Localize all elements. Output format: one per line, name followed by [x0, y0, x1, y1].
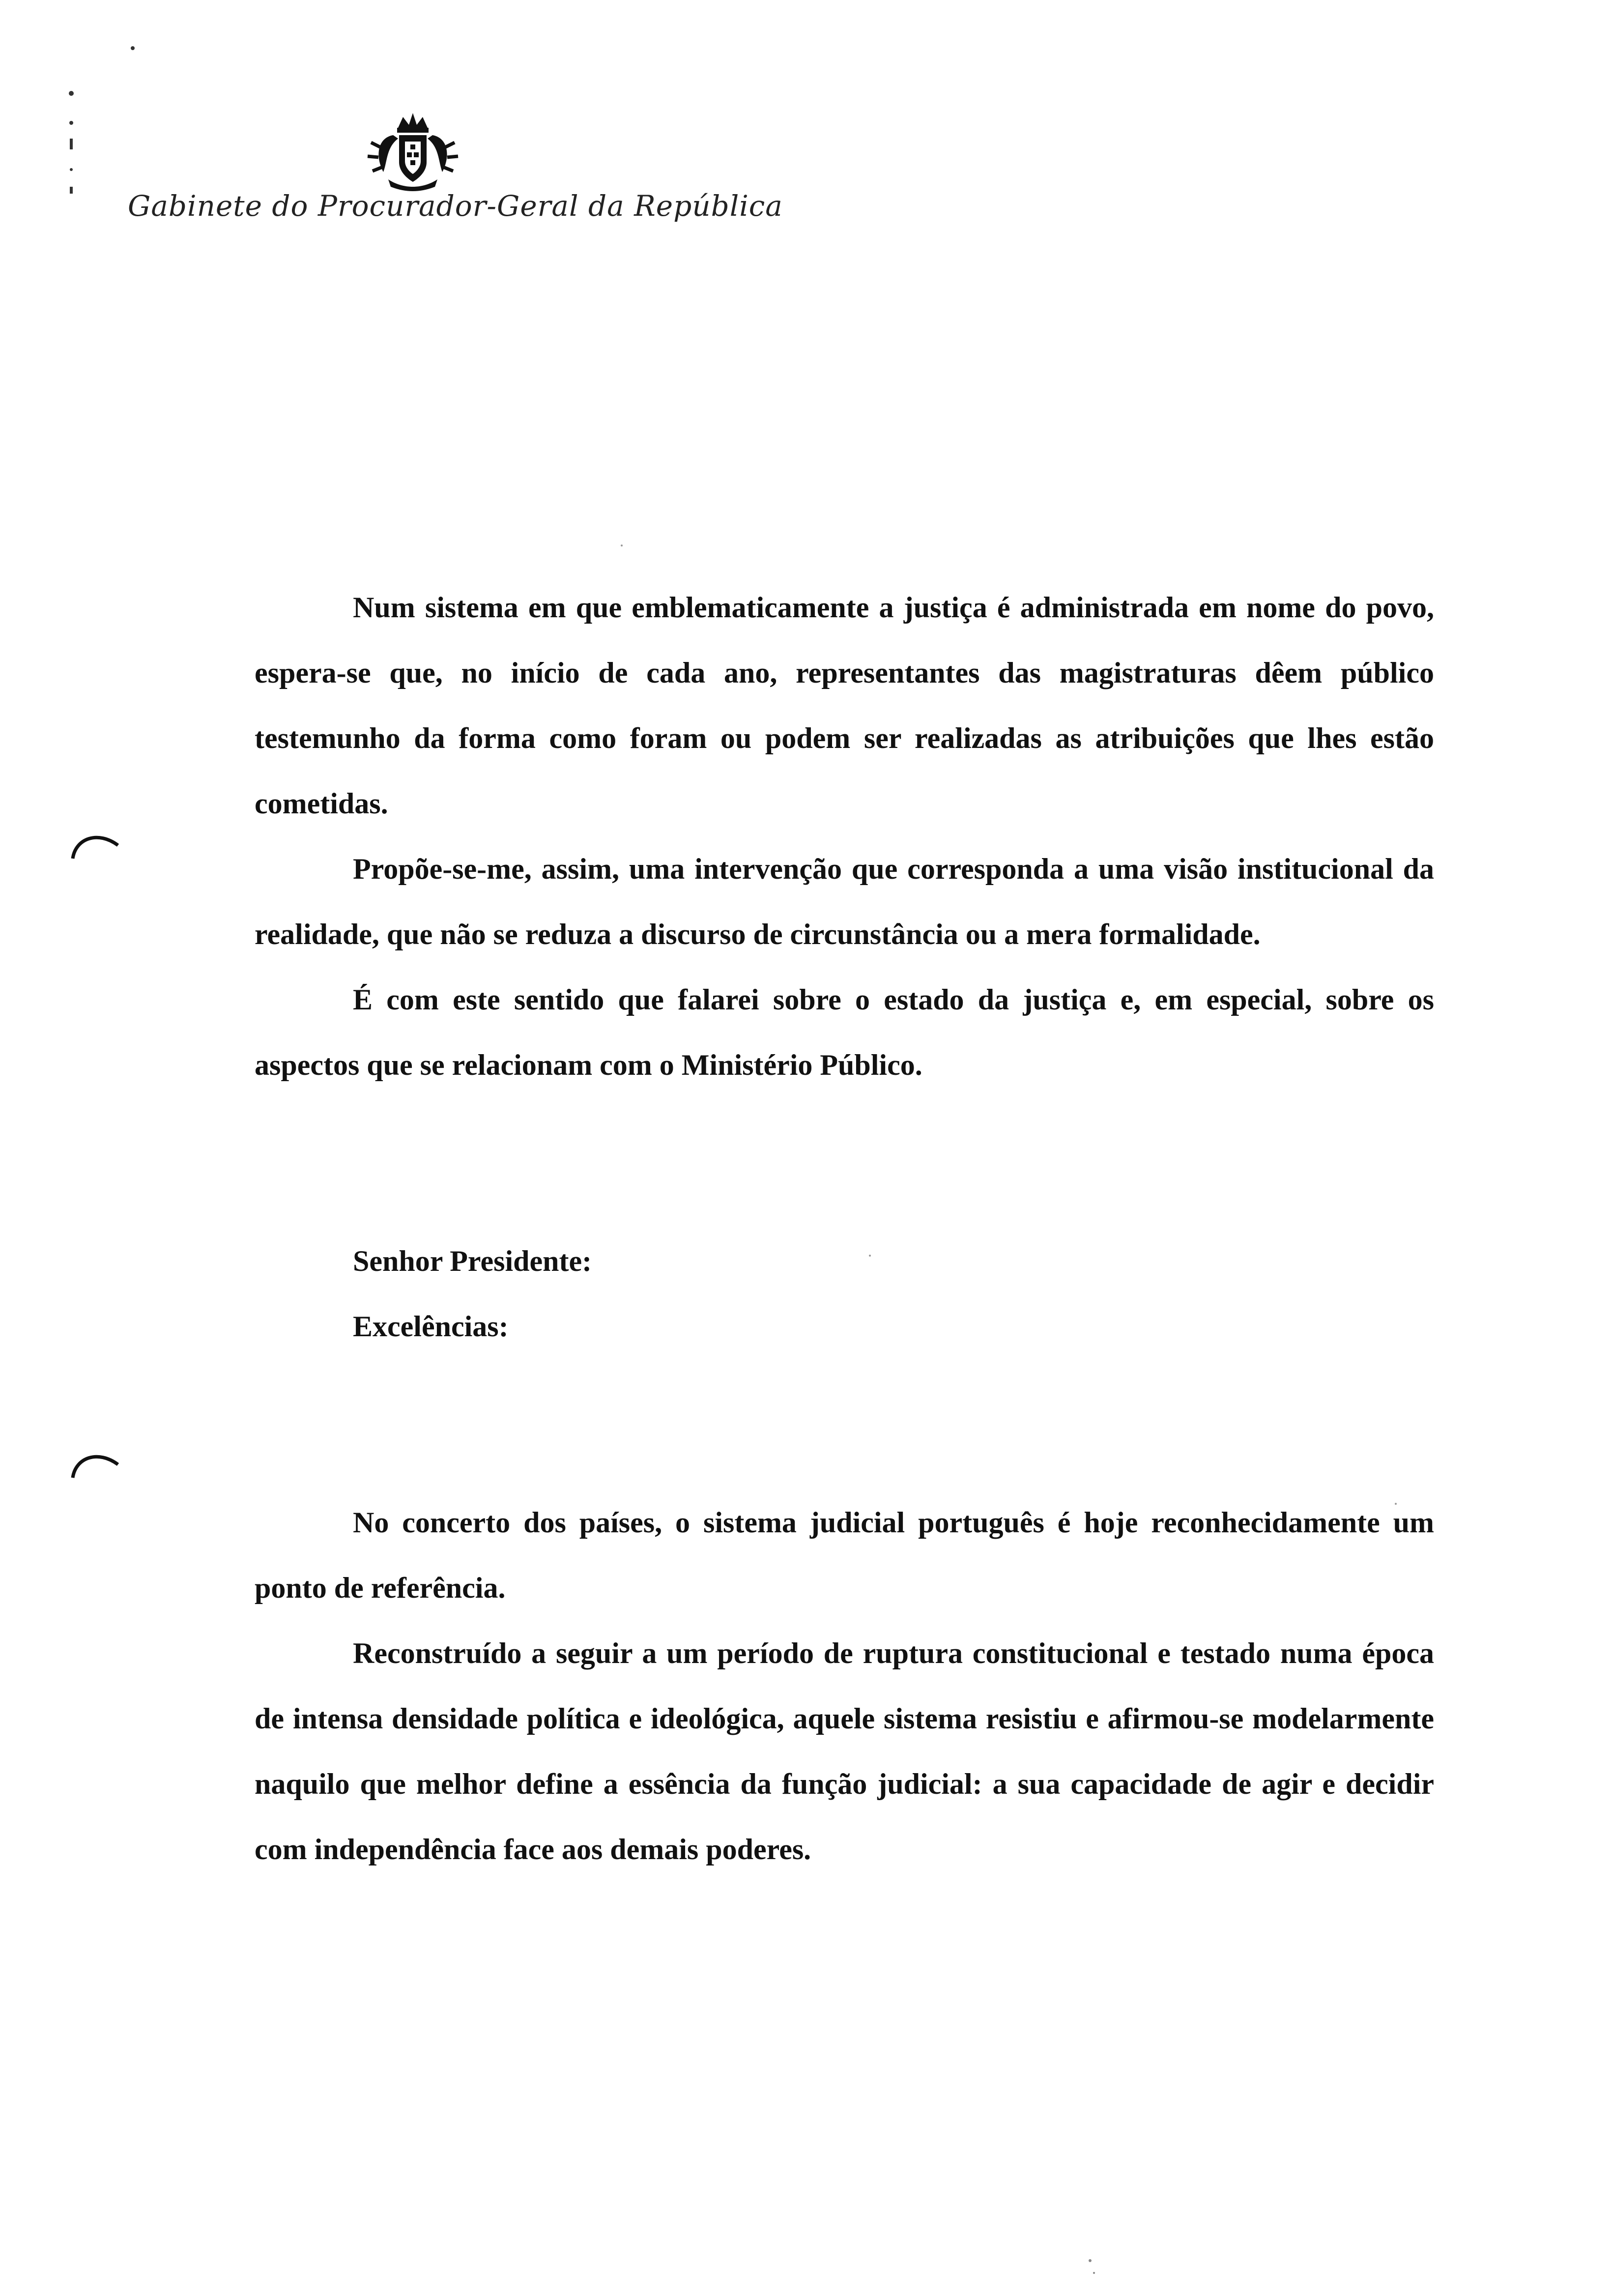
spacer	[255, 1098, 1434, 1229]
paragraph: Reconstruído a seguir a um período de ruptura constitucional e testado numa época de intensa densidade política e ideológica, aquele sistema resistiu e afirmou-se modelarmente naquilo que melhor define a essência da função judicial: a sua capacidade de agir e decidir com independência face aos demais poderes.	[255, 1637, 1434, 1866]
letterhead	[128, 108, 783, 236]
salutation-line: Excelências:	[353, 1310, 509, 1343]
punch-hole-mark	[69, 828, 123, 862]
paragraph: É com este sentido que falarei sobre o estado da justiça e, em especial, sobre os aspectos que se relacionam com o Ministério Público.	[255, 983, 1434, 1081]
office-name: Gabinete do Procurador-Geral da República	[128, 189, 783, 223]
punch-hole-mark	[69, 1447, 123, 1482]
salutation-line: Senhor Presidente:	[353, 1245, 592, 1277]
coat-of-arms-icon	[364, 108, 462, 192]
document-body	[255, 575, 1434, 1882]
paragraph: Propõe-se-me, assim, uma intervenção que corresponda a uma visão institucional da realidade, que não se reduza a discurso de circunstância ou a mera formalidade.	[255, 853, 1434, 950]
paragraph: Num sistema em que emblematicamente a justiça é administrada em nome do povo, espera-se que, no início de cada ano, representantes das magistraturas dêem público testemunho da forma como foram ou podem ser realizadas as atribuições que lhes estão cometidas.	[255, 591, 1434, 820]
spacer	[255, 1359, 1434, 1490]
paragraph: No concerto dos países, o sistema judicial português é hoje reconhecidamente um ponto de referência.	[255, 1506, 1434, 1604]
